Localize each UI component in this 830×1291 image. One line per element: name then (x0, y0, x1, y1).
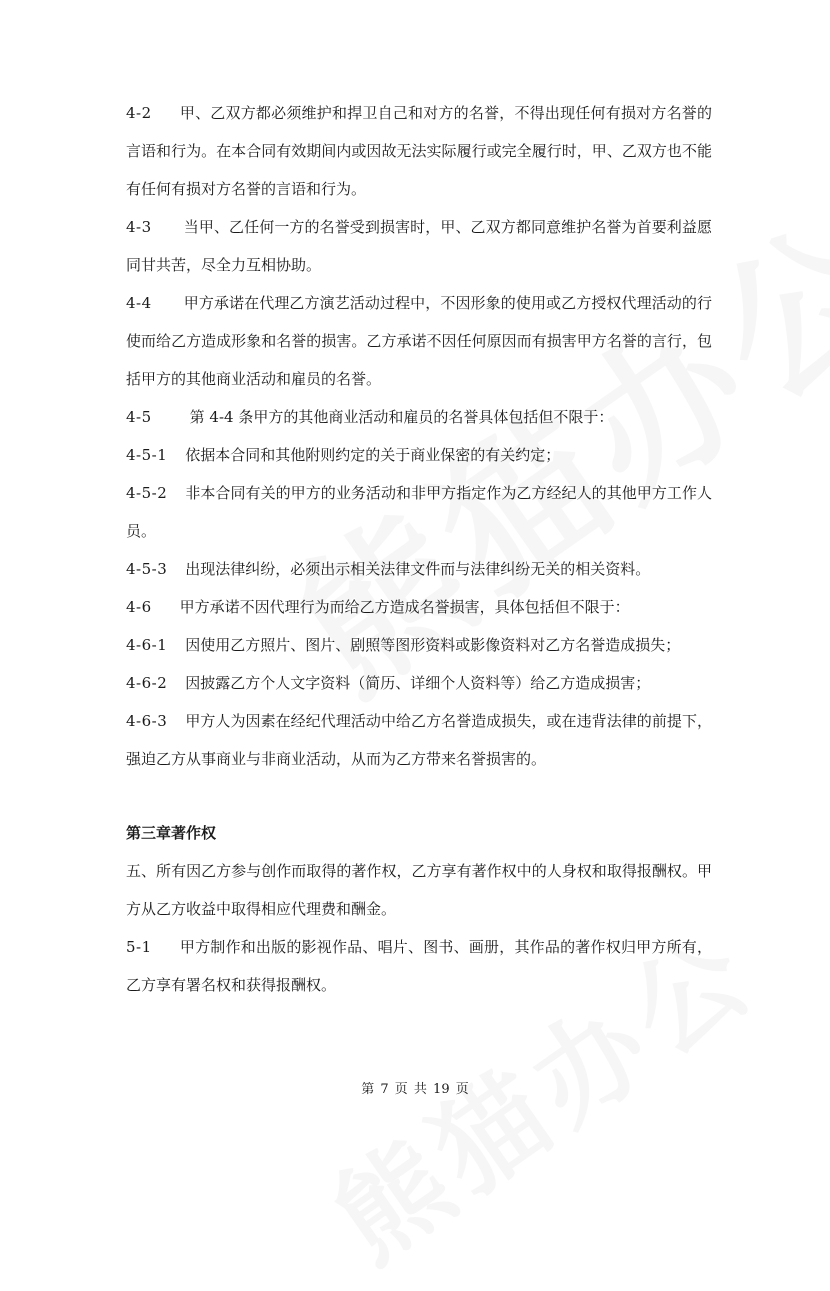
clause-text: 甲方制作和出版的影视作品、唱片、图书、画册，其作品的著作权归甲方所有，乙方享有署名权和获得报酬权。 (126, 938, 712, 994)
clause-5-1 (126, 928, 712, 1004)
clause-4-6-3 (126, 702, 712, 778)
page-footer: 第 7 页 共 19 页 (361, 1082, 469, 1097)
clause-4-5-1 (126, 436, 712, 474)
clause-number: 4-6-2 (126, 674, 168, 692)
clause-number: 4-2 (126, 104, 152, 122)
clause-text: 甲方承诺在代理乙方演艺活动过程中，不因形象的使用或乙方授权代理活动的行使而给乙方造成形象和名誉的损害。乙方承诺不因任何原因而有损害甲方名誉的言行，包括甲方的其他商业活动和雇员的名誉。 (126, 294, 712, 388)
chapter-intro: 五、所有因乙方参与创作而取得的著作权，乙方享有著作权中的人身权和取得报酬权。甲方从乙方收益中取得相应代理费和酬金。 (126, 862, 712, 918)
clause-number: 4-6-1 (126, 636, 168, 654)
clause-number: 5-1 (126, 938, 152, 956)
clause-4-5-2 (126, 474, 712, 550)
clause-number: 4-4 (126, 294, 152, 312)
clause-4-6 (126, 588, 712, 626)
clause-text: 甲、乙双方都必须维护和捍卫自己和对方的名誉，不得出现任何有损对方名誉的言语和行为。在本合同有效期间内或因故无法实际履行或完全履行时，甲、乙双方也不能有任何有损对方名誉的言语和行为。 (126, 104, 712, 198)
clause-4-5-3 (126, 550, 712, 588)
clause-4-3 (126, 208, 712, 284)
clause-text: 因使用乙方照片、图片、剧照等图形资料或影像资料对乙方名誉造成损失； (185, 636, 681, 654)
clause-text: 甲方人为因素在经纪代理活动中给乙方名誉造成损失，或在违背法律的前提下，强迫乙方从事商业与非商业活动，从而为乙方带来名誉损害的。 (126, 712, 712, 768)
clause-4-6-2 (126, 664, 712, 702)
clause-4-2 (126, 94, 712, 208)
clause-4-5 (126, 398, 712, 436)
chapter-heading: 第三章著作权 (126, 824, 217, 842)
clause-number: 4-6-3 (126, 712, 168, 730)
clause-number: 4-6 (126, 598, 152, 616)
clause-text: 出现法律纠纷，必须出示相关法律文件而与法律纠纷无关的相关资料。 (185, 560, 651, 578)
clause-number: 4-5 (126, 408, 152, 426)
document-body (126, 94, 712, 1004)
clause-text: 当甲、乙任何一方的名誉受到损害时，甲、乙双方都同意维护名誉为首要利益愿同甘共苦，尽全力互相协助。 (126, 218, 712, 274)
clause-number: 4-3 (126, 218, 152, 236)
clause-text: 非本合同有关的甲方的业务活动和非甲方指定作为乙方经纪人的其他甲方工作人员。 (126, 484, 712, 540)
clause-number: 4-5-1 (126, 446, 168, 464)
clause-text: 因披露乙方个人文字资料（简历、详细个人资料等）给乙方造成损害； (185, 674, 651, 692)
clause-4-6-1 (126, 626, 712, 664)
clause-number: 4-5-2 (126, 484, 168, 502)
clause-text: 依据本合同和其他附则约定的关于商业保密的有关约定； (185, 446, 561, 464)
clause-text: 甲方承诺不因代理行为而给乙方造成名誉损害，具体包括但不限于： (179, 598, 630, 616)
clause-number: 4-5-3 (126, 560, 168, 578)
clause-4-4 (126, 284, 712, 398)
clause-text: 第 4-4 条甲方的其他商业活动和雇员的名誉具体包括但不限于： (189, 408, 614, 426)
